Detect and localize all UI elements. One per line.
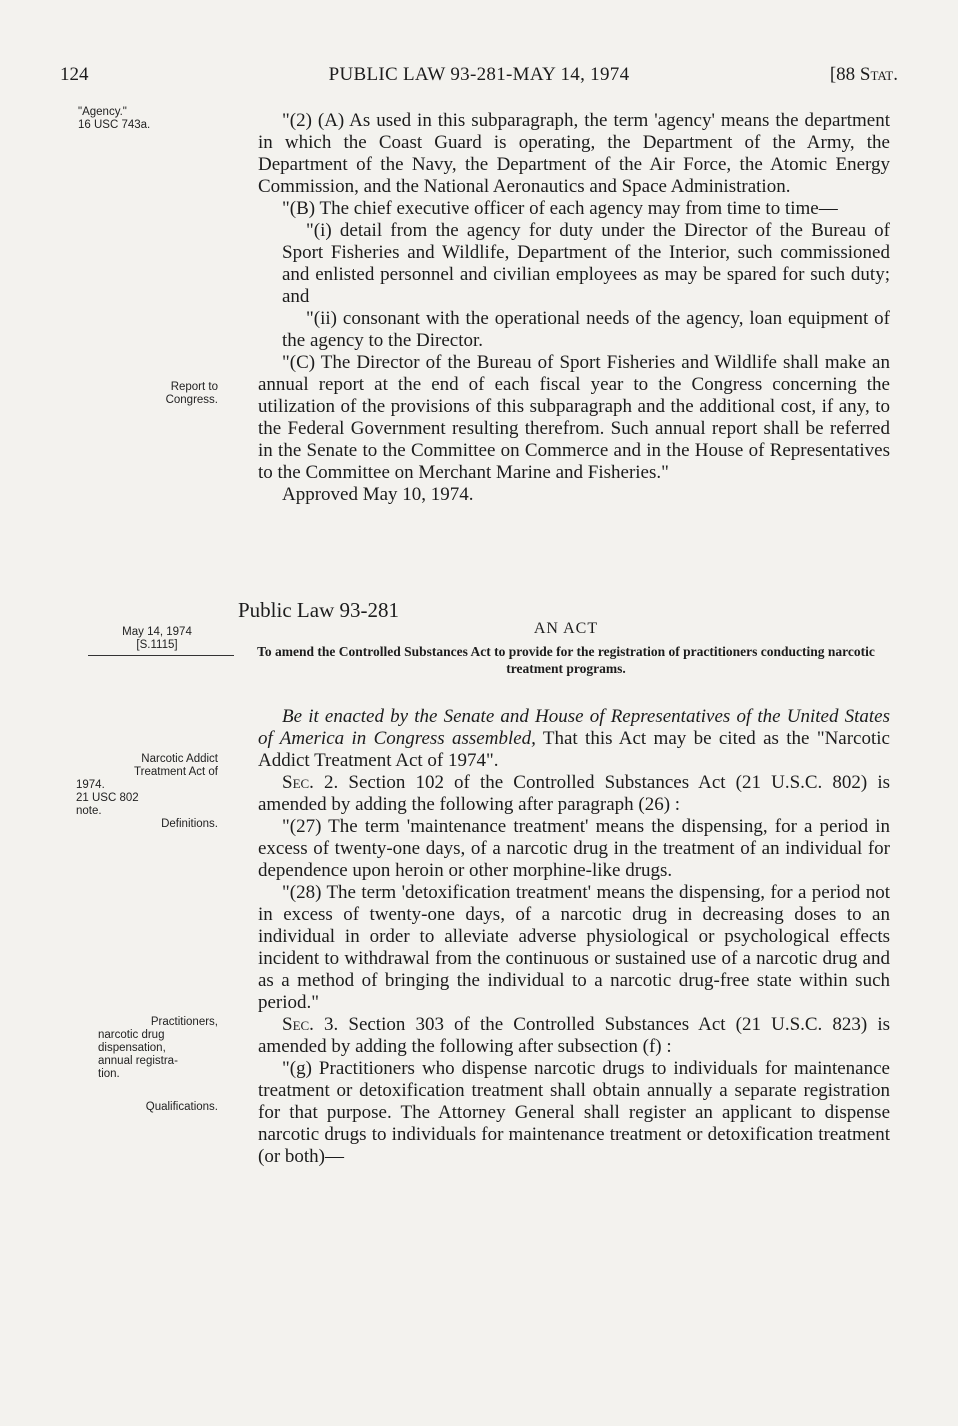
margin-note-practitioners xyxy=(68,1016,218,1081)
act-purpose: To amend the Controlled Substances Act to provide for the registration of practitioners conducting narcotic treatment programs. xyxy=(257,644,875,676)
main-text-lower xyxy=(258,706,890,1168)
margin-note-agency xyxy=(78,106,218,132)
margin-note-line: [S.1115] xyxy=(136,639,178,651)
main-text-upper xyxy=(258,110,890,506)
margin-note-line: narcotic drug xyxy=(98,1029,165,1041)
an-act-heading: AN ACT xyxy=(533,620,599,637)
statute-reference: [88 Stat. xyxy=(829,64,898,85)
enacting-clause-italic: Be it enacted by the Senate and House of Representatives of the United States of America in Congress assembled, xyxy=(258,706,890,749)
enacting-clause-text: That this Act may be cited as the "Narcotic Addict Treatment Act of 1974". xyxy=(258,728,890,771)
public-law-number: Public Law 93-281 xyxy=(238,598,399,622)
margin-note-line: Treatment Act of xyxy=(134,766,218,778)
section-2 xyxy=(258,772,890,816)
margin-note-report xyxy=(68,381,218,407)
page-number: 124 xyxy=(60,64,89,85)
margin-note-line: Qualifications. xyxy=(145,1101,218,1113)
margin-note-line: Practitioners, xyxy=(150,1016,218,1028)
paragraph-i: "(i) detail from the agency for duty under the Director of the Bureau of Sport Fisheries and Wildlife, Department of the Interior, such commissioned and enlisted personnel and civilian employees as may be spared for such duty; and xyxy=(282,220,890,307)
margin-note-line: 1974. xyxy=(76,779,105,791)
section-3 xyxy=(258,1014,890,1058)
margin-note-line: 16 USC 743a. xyxy=(78,119,151,131)
paragraph-2a: "(2) (A) As used in this subparagraph, the term 'agency' means the department in which the Coast Guard is operating, the Department of the Army, the Department of the Navy, the Department of the Air Force, the Atomic Energy Commission, and the National Aeronautics and Space Administration. xyxy=(258,110,890,197)
margin-note-line: Congress. xyxy=(165,394,218,406)
paragraph-c: "(C) The Director of the Bureau of Sport Fisheries and Wildlife shall make an annual report at the end of each fiscal year to the Congress concerning the utilization of the provisions of this subparagraph and the additional cost, if any, to the Federal Government resulting therefrom. Such annual report shall be referred in the Senate to the Committee on Commerce and in the House of Representatives to the Committee on Merchant Marine and Fisheries." xyxy=(258,352,890,483)
paragraph-b: "(B) The chief executive officer of each agency may from time to time— xyxy=(282,198,838,219)
margin-note-line: Narcotic Addict xyxy=(141,753,218,765)
section-3-label: Sec. 3. xyxy=(282,1014,339,1035)
paragraph-ii: "(ii) consonant with the operational needs of the agency, loan equipment of the agency to the Director. xyxy=(282,308,890,351)
section-3-text: Section 303 of the Controlled Substances Act (21 U.S.C. 823) is amended by adding the following after subsection (f) : xyxy=(258,1014,890,1057)
paragraph-28: "(28) The term 'detoxification treatment' means the dispensing, for a period not in excess of twenty-one days, of a narcotic drug in decreasing doses to an individual in order to alleviate adverse physiological or psychological effects incident to withdrawal from the continuous or sustained use of a narcotic drug and as a method of bringing the individual to a narcotic drug-free state within such period." xyxy=(258,882,890,1013)
margin-note-line: annual registra- xyxy=(98,1055,178,1067)
running-header xyxy=(0,64,958,94)
paragraph-27: "(27) The term 'maintenance treatment' means the dispensing, for a period in excess of twenty-one days, of a narcotic drug in the treatment of an individual for dependence upon heroin or other morphine-like drugs. xyxy=(258,816,890,881)
margin-note-qualifications xyxy=(68,1101,218,1114)
enacting-clause xyxy=(258,706,890,772)
margin-note-line: Report to xyxy=(170,381,218,393)
approved-line: Approved May 10, 1974. xyxy=(282,484,474,505)
margin-note-line: note. xyxy=(76,805,102,817)
section-2-text: Section 102 of the Controlled Substances Act (21 U.S.C. 802) is amended by adding the following after paragraph (26) : xyxy=(258,772,890,815)
margin-rule xyxy=(88,655,234,656)
margin-note-line: tion. xyxy=(98,1068,120,1080)
margin-note-line: May 14, 1974 xyxy=(122,626,192,638)
margin-note-line: Definitions. xyxy=(161,818,218,830)
page-title: PUBLIC LAW 93-281-MAY 14, 1974 xyxy=(328,64,630,85)
margin-note-act-title xyxy=(68,753,218,831)
margin-note-line: 21 USC 802 xyxy=(76,792,139,804)
margin-note-date xyxy=(82,626,232,652)
margin-note-line: "Agency." xyxy=(78,106,127,118)
section-2-label: Sec. 2. xyxy=(282,772,339,793)
paragraph-g: "(g) Practitioners who dispense narcotic drugs to individuals for maintenance treatment or detoxification treatment shall obtain annually a separate registration for that purpose. The Attorney General shall register an applicant to dispense narcotic drugs to individuals for maintenance treatment or detoxification treatment (or both)— xyxy=(258,1058,890,1167)
margin-note-line: dispensation, xyxy=(98,1042,166,1054)
